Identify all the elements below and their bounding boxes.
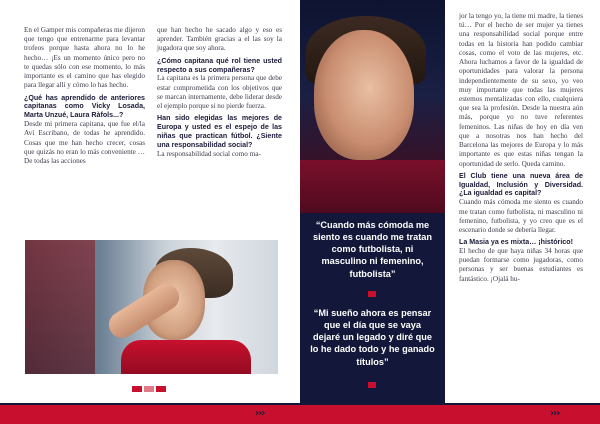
paragraph: En el Gamper mis compañeras me dijeron que tengo que entrenarme para levantar trofeos porque hasta ahora no lo he hecho… ¡Es un momento único pero no te quedas sólo con ese momento, lo más importante es el camino que has elegido para llegar allí y cómo lo has hecho. (24, 26, 145, 90)
interview-question: Han sido elegidas las mejores de Europa y usted es el espejo de las niñas que practican fútbol. ¿Siente una responsabilidad social? (157, 114, 282, 149)
paragraph: que han hecho he sacado algo y eso es aprender. También gracias a el las soy la jugadora que soy ahora. (157, 26, 282, 53)
interview-question: La Masia ya es mixta… ¡histórico! (459, 238, 573, 247)
pullquote-1: “Cuando más cómoda me siento es cuando me tratan como futbolista, ni masculino ni femenino, futbolista” (313, 220, 432, 279)
interview-question: El Club tiene una nueva área de Igualdad, Inclusión y Diversidad. ¿La igualdad es capital? (459, 171, 583, 198)
portrait-photo-top (300, 0, 445, 213)
paragraph: Desde mi primera capitana, que fue el/la Aví Escribano, de todas he aprendido. Cosas que me han hecho crecer, cosas que quizás no eran lo más conveniente … De todas las acciones (24, 120, 145, 165)
pager-dot (156, 386, 166, 392)
paragraph: jor la tengo yo, la tiene mi madre, la tienes tú… Por el hecho de ser mujer ya tienes una responsabilidad social porque entre todas en la historia han podido cambiar cosas, como el voto de las mujeres, etc. Ahora luchamos a favor de la igualdad de oportunidades para valorar la persona independientemente de su sexo, yo veo muy importante que todas las mujeres estemos mentalizadas con ello, cualquiera que sea la profesión. Desde la nuestra aún más, porque yo no tuve referentes femeninos. Las niñas de hoy en día ven que a nosotras nos han hecho del Barcelona las mejores de Europa y lo más importante es que estas niñas tengan la oportunidad de serlo. Queda camino. (459, 12, 583, 168)
red-square-separator (368, 291, 376, 297)
paragraph: Cuando más cómoda me siento es cuando me tratan como futbolista, ni masculino ni femenino, futbolista, y yo creo que es el escenario donde se debería llegar. (459, 198, 583, 234)
footer-bar (0, 405, 600, 424)
photo-jersey (121, 340, 251, 374)
article-column-3 (459, 12, 583, 284)
pager-dot (132, 386, 142, 392)
interview-question: ¿Cómo capitana qué rol tiene usted respecto a sus compañeras? (157, 56, 282, 74)
photo-pager-dots (132, 386, 166, 392)
article-column-2 (157, 26, 282, 159)
chevron-right-icon: ››› (255, 408, 265, 419)
pager-dot (144, 386, 154, 392)
interview-question: ¿Qué has aprendido de anteriores capitanas como Vicky Losada, Marta Unzué, Laura Ràfols...? (24, 93, 145, 120)
article-column-1 (24, 26, 145, 166)
photo-face (314, 30, 414, 160)
paragraph: La capitana es la primera persona que debe estar comprometida con los objetivos que se marcan internamente, debe liderar desde el ejemplo porque si no pierde fuerza. (157, 74, 282, 111)
chevron-right-icon: ››› (550, 408, 560, 419)
pullquote-2: “Mi sueño ahora es pensar que el día que se vaya dejaré un legado y diré que lo he dado todo y he ganado títulos” (310, 308, 435, 367)
paragraph: La responsabilidad social como ma- (157, 149, 261, 158)
photo-background (25, 240, 95, 374)
paragraph: El hecho de que haya niñas 34 horas que puedan formarse como jugadoras, como personas y ser buenas estudiantes es fantástico. ¡Ojalá hu- (459, 247, 583, 283)
red-square-separator (368, 382, 376, 388)
portrait-photo-bottom (25, 240, 278, 374)
photo-shirt (300, 160, 445, 213)
